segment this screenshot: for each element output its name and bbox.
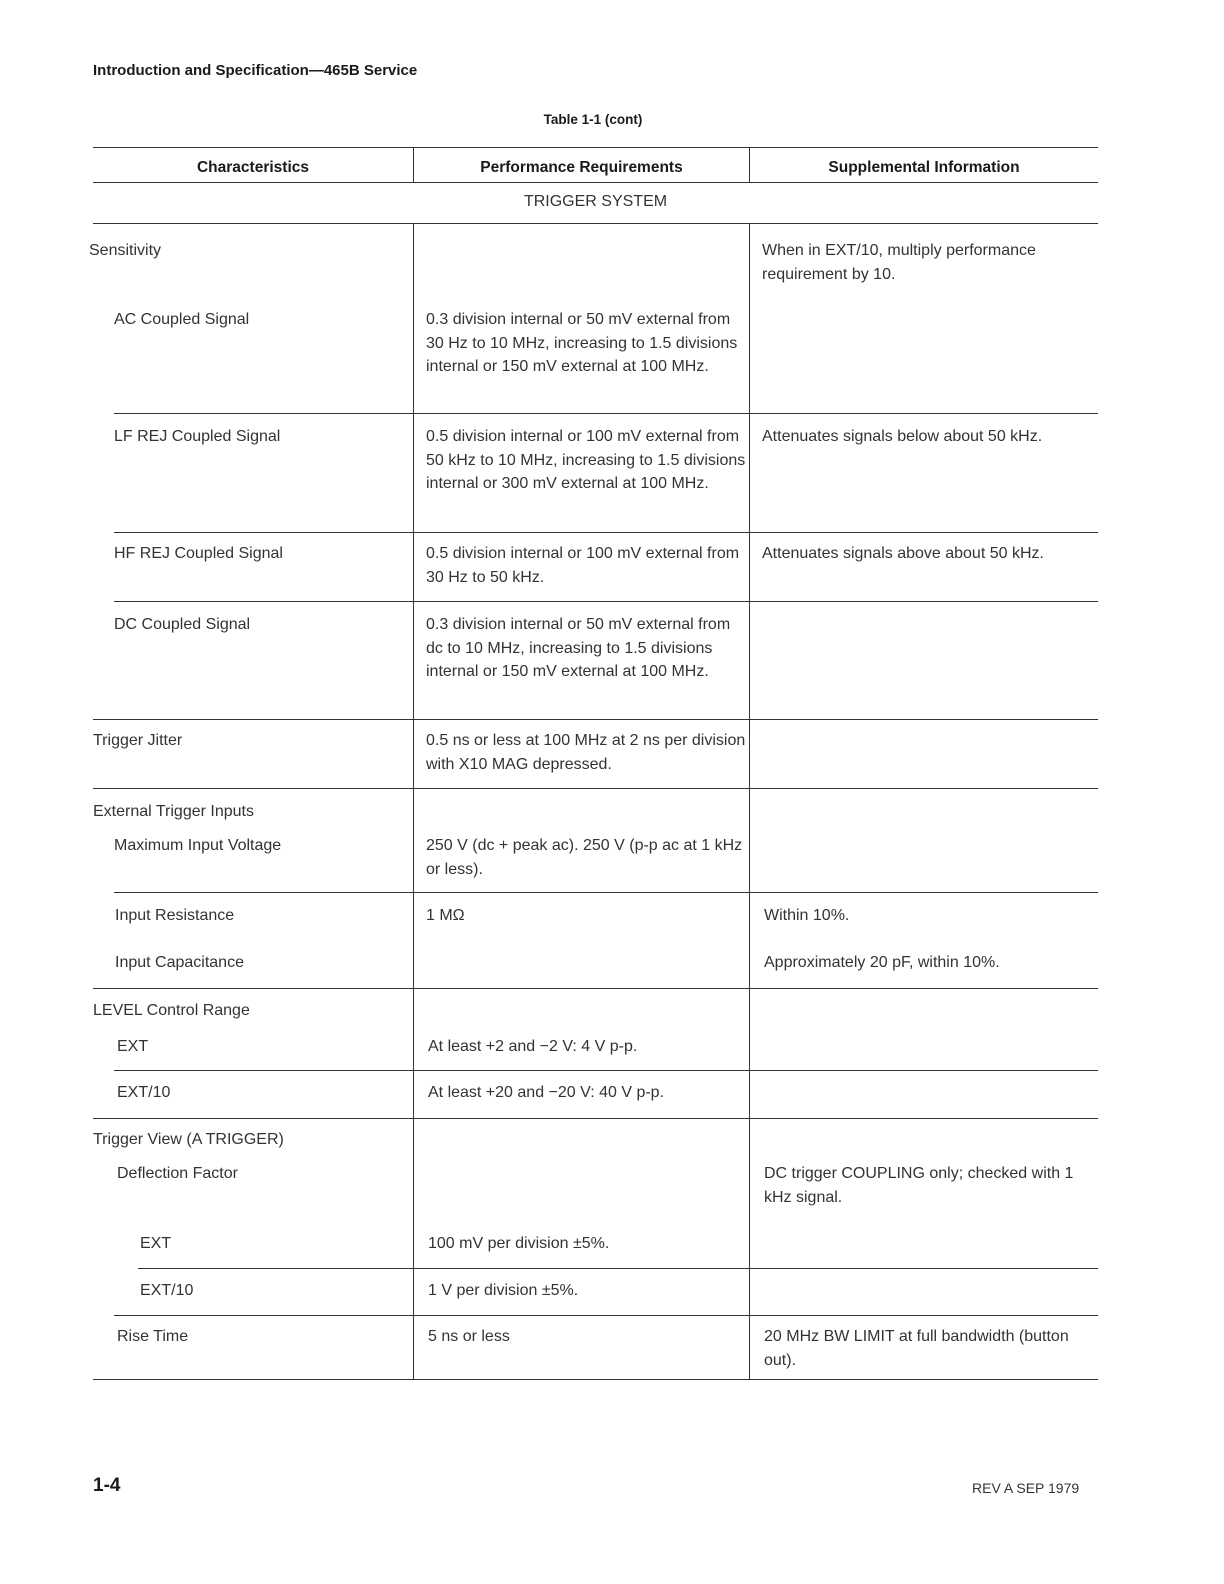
characteristic-cell: EXT/10	[140, 1282, 194, 1299]
performance-cell: At least +20 and −20 V: 40 V p-p.	[428, 1084, 665, 1101]
characteristic-cell: Trigger Jitter	[93, 732, 183, 749]
characteristic-cell: Maximum Input Voltage	[114, 837, 282, 854]
supplemental-cell: Approximately 20 pF, within 10%.	[764, 954, 1000, 971]
column-divider	[413, 224, 414, 1379]
supplemental-cell: Attenuates signals below about 50 kHz.	[762, 428, 1043, 445]
performance-cell: 0.5 division internal or 100 mV external from 50 kHz to 10 MHz, increasing to 1.5 divisions internal or 300 mV external at 100 MHz.	[426, 428, 746, 492]
performance-cell: 1 V per division ±5%.	[428, 1282, 579, 1299]
row-rule	[138, 1268, 1098, 1269]
column-divider	[749, 224, 750, 1379]
col-header-performance: Performance Requirements	[480, 159, 683, 176]
supplemental-cell: 20 MHz BW LIMIT at full bandwidth (button out).	[764, 1328, 1069, 1369]
table-bottom-rule	[93, 1379, 1098, 1380]
row-rule	[93, 788, 1098, 789]
row-rule	[114, 1315, 1098, 1316]
characteristic-cell: EXT	[140, 1235, 172, 1252]
row-rule	[114, 1070, 1098, 1071]
table-top-rule	[93, 147, 1098, 148]
row-rule	[114, 601, 1098, 602]
characteristic-cell: LEVEL Control Range	[93, 1002, 250, 1019]
supplemental-cell: Attenuates signals above about 50 kHz.	[762, 545, 1044, 562]
row-rule	[93, 988, 1098, 989]
characteristic-cell: Deflection Factor	[117, 1165, 238, 1182]
characteristic-cell: Input Capacitance	[115, 954, 244, 971]
performance-cell: 0.5 division internal or 100 mV external from 30 Hz to 50 kHz.	[426, 545, 740, 586]
header-divider	[749, 148, 750, 183]
performance-cell: At least +2 and −2 V: 4 V p-p.	[428, 1038, 638, 1055]
performance-cell: 1 MΩ	[426, 907, 465, 924]
page-number: 1-4	[93, 1475, 121, 1496]
col-header-characteristics: Characteristics	[196, 159, 309, 176]
characteristic-cell: Trigger View (A TRIGGER)	[93, 1131, 284, 1148]
supplemental-cell: DC trigger COUPLING only; checked with 1 kHz signal.	[764, 1165, 1074, 1206]
performance-cell: 0.3 division internal or 50 mV external from 30 Hz to 10 MHz, increasing to 1.5 divisions internal or 150 mV external at 100 MHz.	[426, 311, 738, 375]
characteristic-cell: EXT/10	[117, 1084, 171, 1101]
characteristic-cell: HF REJ Coupled Signal	[114, 545, 283, 562]
characteristic-cell: EXT	[117, 1038, 149, 1055]
row-rule	[114, 532, 1098, 533]
row-rule	[93, 719, 1098, 720]
supplemental-cell: Within 10%.	[764, 907, 850, 924]
row-rule	[114, 892, 1098, 893]
revision-note: REV A SEP 1979	[972, 1480, 1080, 1496]
performance-cell: 250 V (dc + peak ac). 250 V (p-p ac at 1 kHz or less).	[426, 837, 743, 878]
characteristic-cell: DC Coupled Signal	[114, 616, 251, 633]
characteristic-cell: Input Resistance	[115, 907, 235, 924]
col-header-supplemental: Supplemental Information	[828, 159, 1020, 176]
section-bottom-rule	[93, 223, 1098, 224]
characteristic-cell: AC Coupled Signal	[114, 311, 250, 328]
characteristic-cell: LF REJ Coupled Signal	[114, 428, 281, 445]
row-rule	[114, 413, 1098, 414]
characteristic-cell: Sensitivity	[89, 242, 162, 259]
table-caption: Table 1-1 (cont)	[543, 112, 643, 127]
performance-cell: 0.5 ns or less at 100 MHz at 2 ns per division with X10 MAG depressed.	[426, 732, 746, 773]
performance-cell: 0.3 division internal or 50 mV external from dc to 10 MHz, increasing to 1.5 divisions internal or 150 mV external at 100 MHz.	[426, 616, 731, 680]
row-rule	[93, 1118, 1098, 1119]
performance-cell: 100 mV per division ±5%.	[428, 1235, 610, 1252]
header-divider	[413, 148, 414, 183]
supplemental-cell: When in EXT/10, multiply performance requirement by 10.	[762, 242, 1036, 283]
characteristic-cell: Rise Time	[117, 1328, 189, 1345]
header-bottom-rule	[93, 182, 1098, 183]
characteristic-cell: External Trigger Inputs	[93, 803, 254, 820]
page-header: Introduction and Specification—465B Service	[93, 62, 418, 79]
performance-cell: 5 ns or less	[428, 1328, 510, 1345]
section-title: TRIGGER SYSTEM	[523, 193, 668, 210]
